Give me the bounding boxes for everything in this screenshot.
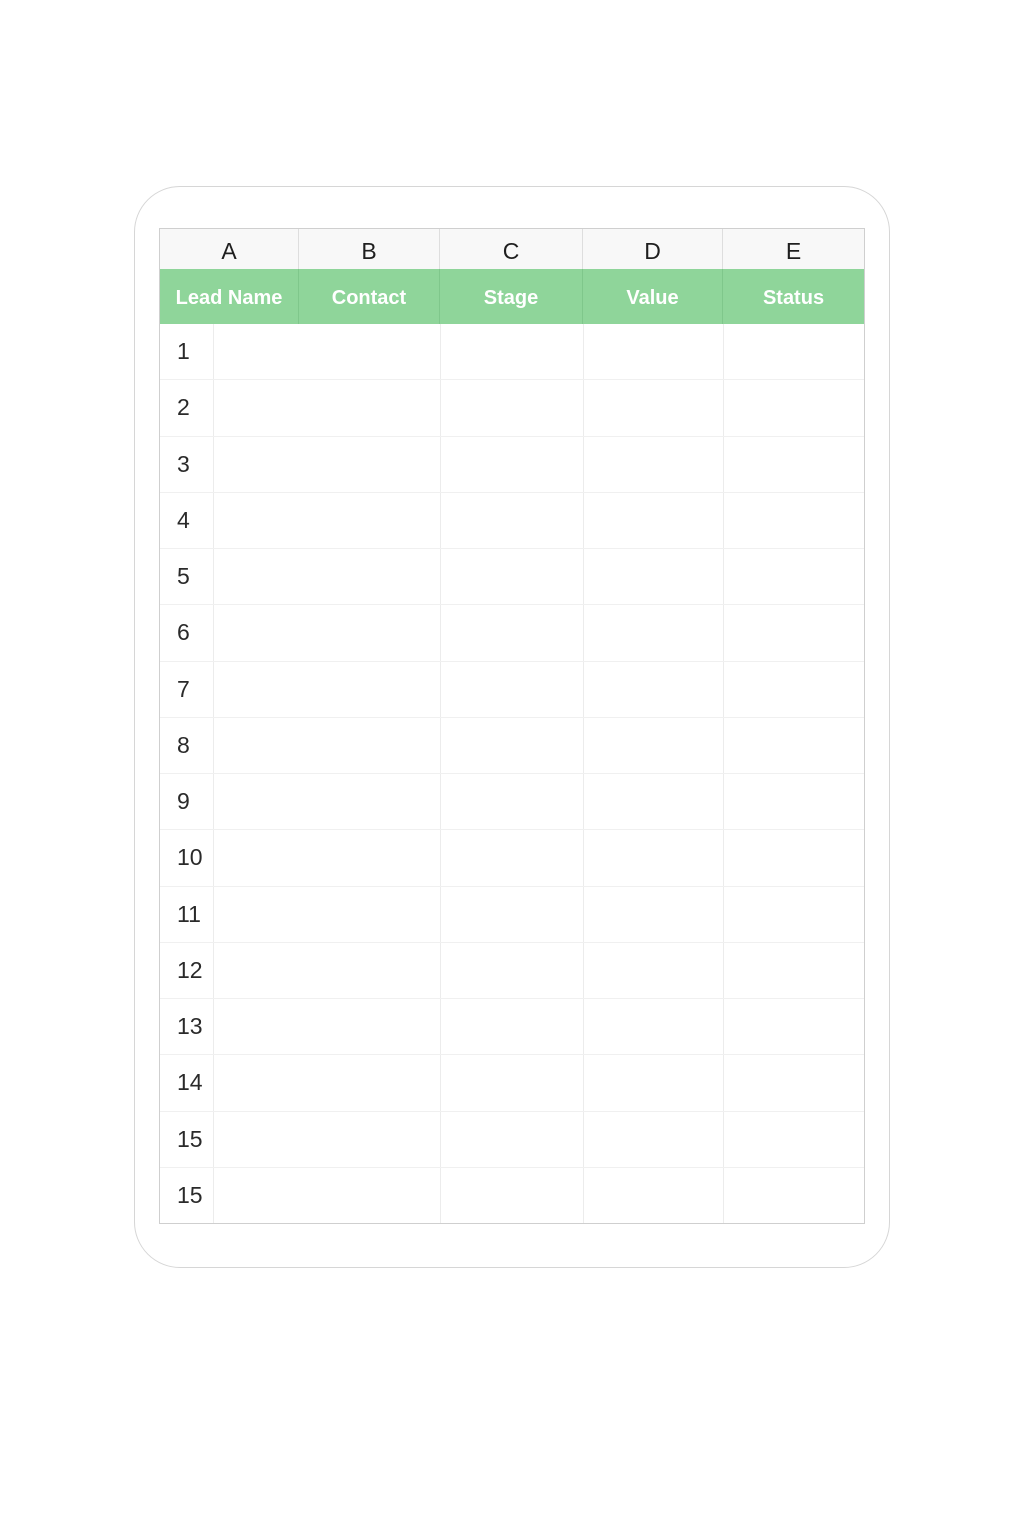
column-letter-b[interactable]: B xyxy=(299,229,440,269)
row-number[interactable]: 10 xyxy=(177,844,203,871)
row-number[interactable]: 11 xyxy=(177,900,201,927)
table-row[interactable] xyxy=(160,605,864,661)
header-contact[interactable]: Contact xyxy=(299,269,440,324)
table-row[interactable] xyxy=(160,718,864,774)
header-lead-name[interactable]: Lead Name xyxy=(160,269,299,324)
row-number[interactable]: 6 xyxy=(177,619,190,646)
column-letter-d[interactable]: D xyxy=(583,229,723,269)
row-number[interactable]: 13 xyxy=(177,1013,203,1040)
spreadsheet xyxy=(159,228,865,1224)
row-number[interactable]: 1 xyxy=(177,338,190,365)
row-number[interactable]: 2 xyxy=(177,394,190,421)
row-number[interactable]: 12 xyxy=(177,956,203,983)
row-number[interactable]: 9 xyxy=(177,788,190,815)
table-row[interactable] xyxy=(160,437,864,493)
header-value[interactable]: Value xyxy=(583,269,723,324)
table-row[interactable] xyxy=(160,1112,864,1168)
table-row[interactable] xyxy=(160,493,864,549)
table-row[interactable] xyxy=(160,999,864,1055)
column-letter-bar xyxy=(160,229,864,270)
table-row[interactable] xyxy=(160,662,864,718)
column-letter-c[interactable]: C xyxy=(440,229,583,269)
row-number[interactable]: 7 xyxy=(177,675,190,702)
table-row[interactable] xyxy=(160,1055,864,1111)
row-number[interactable]: 4 xyxy=(177,506,190,533)
table-row[interactable] xyxy=(160,887,864,943)
row-number[interactable]: 15 xyxy=(177,1125,203,1152)
header-stage[interactable]: Stage xyxy=(440,269,583,324)
table-row[interactable] xyxy=(160,774,864,830)
sheet-body xyxy=(160,324,864,1224)
table-row[interactable] xyxy=(160,380,864,436)
table-row[interactable] xyxy=(160,943,864,999)
header-status[interactable]: Status xyxy=(762,287,825,309)
column-letter-a[interactable]: A xyxy=(160,229,299,269)
row-number[interactable]: 5 xyxy=(177,563,190,590)
row-number[interactable]: 3 xyxy=(177,450,190,477)
table-row[interactable] xyxy=(160,1168,864,1224)
row-number[interactable]: 8 xyxy=(177,731,190,758)
table-row[interactable] xyxy=(160,324,864,380)
row-number[interactable]: 15 xyxy=(177,1181,203,1208)
header-row xyxy=(160,269,864,324)
table-row[interactable] xyxy=(160,549,864,605)
table-row[interactable] xyxy=(160,830,864,886)
column-letter-e[interactable]: E xyxy=(785,238,802,264)
row-number[interactable]: 14 xyxy=(177,1069,203,1096)
